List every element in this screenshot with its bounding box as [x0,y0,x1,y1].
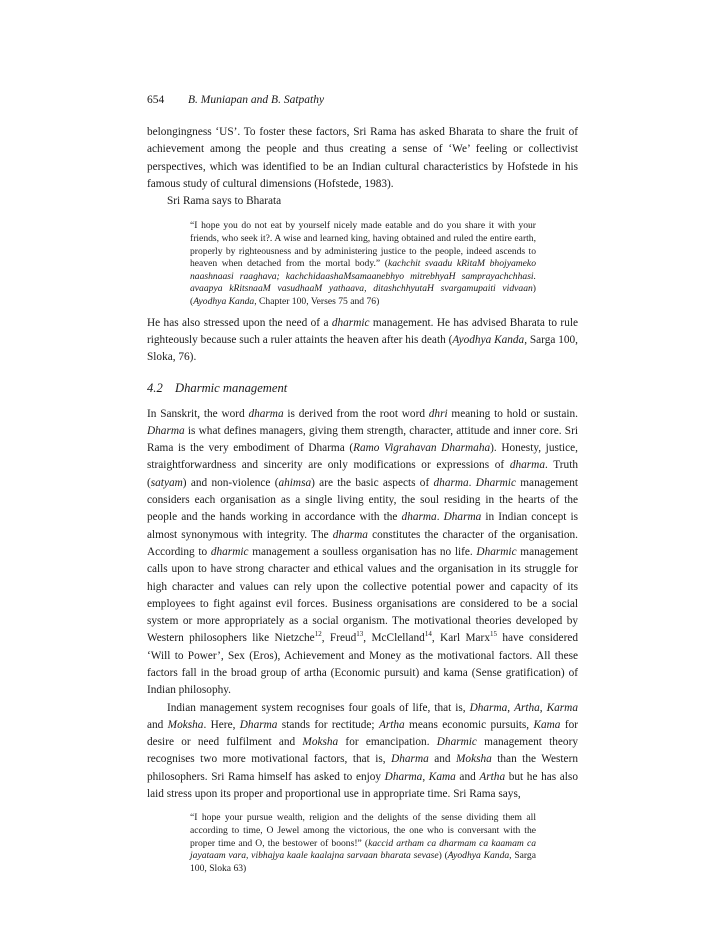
italic-term: Dharmic [476,545,517,558]
text: management considers each organisation as a single living entity, the soul residing in the hearts of the people and the hands working in accordance with the [147,476,578,524]
italic-term: dharma [509,459,545,472]
text: and [147,718,168,731]
text: ) and non-violence ( [182,476,279,489]
footnote-ref[interactable]: 13 [356,630,364,639]
section-title: Dharmic management [175,380,288,395]
italic-term: Dharma [239,718,278,731]
text: but he has also laid stress upon its proper and proportional use in appropriate time. Sri Rama says, [147,770,578,801]
italic-term: Dharma [391,753,429,766]
italic-term: Dharma [469,701,508,714]
text: In Sanskrit, the word [147,407,249,420]
italic-term: dhri [428,407,448,420]
text: management theory recognises two more motivational factors, that is, [147,736,578,766]
text: for emancipation. [338,736,437,749]
italic-term: Moksha [302,736,339,749]
italic-term: dharma [248,407,284,420]
quote2-source: Ayodhya Kanda [447,850,510,862]
paragraph-3 [147,315,578,367]
paragraph-1: belongingness ‘US’. To foster these factors, Sri Rama has asked Bharata to share the fruit of achievement among the people and thus creating a sense of ‘We’ feeling or collectivist perspectives, which was identified to be an Indian cultural characteristics by Hofstede in his famous study of cultural dimensions (Hofstede, 1983). [147,126,578,190]
text: meaning to hold or sustain. [447,407,578,420]
quote2-ref: , Sarga 100, Sloka 63) [190,850,536,874]
quote1-mid: ) ( [190,283,536,308]
italic-term: Ramo Vigrahavan Dharmaha [353,442,491,455]
text: and [428,753,457,766]
italic-term: Ayodhya Kanda [452,333,525,346]
text: and [455,770,480,783]
quote2-text: “I hope your pursue wealth, religion and the delights of the sense dividing them all according to time, O Jewel among the victorious, the one who is conversant with the proper time and O, the bestower of boons!” ( [190,812,536,849]
italic-term: Artha [479,770,506,783]
block-quote-2 [190,812,536,875]
italic-term: Karma [546,701,578,714]
paragraph-2: Sri Rama says to Bharata [167,195,282,208]
text: , Freud [321,632,357,645]
text: . Here, [203,718,240,731]
quote2-mid: ) ( [438,850,448,862]
running-header [147,94,578,110]
italic-term: Moksha [456,753,492,766]
text: . Truth ( [147,459,578,489]
quote2-sanskrit: kaccid artham ca dharmam ca kaamam ca jayataam vara, vibhajya kaale kaalajna sarvaan bharata sevase [190,837,536,862]
text: than the Western philosophers. Sri Rama himself has asked to enjoy [147,753,578,783]
italic-term: Artha [514,701,540,714]
quote1-text: “I hope you do not eat by yourself nicely made eatable and do you share it with your friends, who seek it?. A wise and learned king, having obtained and ruled the entire earth, properly by righteousness and by administering justice to the people, indeed ascends to heaven when detached from the mortal body.” ( [190,220,536,270]
text: He has also stressed upon the need of a [147,316,332,329]
italic-term: dharmic [210,545,249,558]
footnote-ref[interactable]: 14 [424,630,432,639]
text: stands for rectitude; [277,718,379,731]
footnote-ref[interactable]: 12 [314,630,322,639]
italic-term: Artha [378,718,405,731]
text: ) are the basic aspects of [311,476,434,489]
text: is derived from the root word [283,407,429,420]
block-quote-1 [190,220,536,308]
text: is what defines managers, giving them strength, character, attitude and inner core. Sri Rama is the very embodiment of Dharma ( [147,424,578,455]
paragraph-5 [147,700,578,804]
footnote-ref[interactable]: 15 [489,630,497,639]
text: , Karl Marx [431,632,490,645]
text: , Sarga 100, Sloka, 76). [147,333,579,364]
quote1-ref: , Chapter 100, Verses 75 and 76) [254,296,380,308]
italic-term: ahimsa [278,476,312,489]
text: management. He has advised Bharata to rule righteously because such a ruler attaints the heaven after his death ( [147,316,578,346]
text: , [422,770,429,783]
text: Indian management system recognises four goals of life, that is, [167,701,470,714]
italic-term: Dharmic [475,476,516,489]
italic-term: dharma [433,476,469,489]
italic-term: dharma [332,528,368,541]
text: in Indian concept is almost synonymous with integrity. The [147,511,578,541]
text: constitutes the character of the organisation. According to [147,528,578,558]
paragraph-4 [147,406,578,700]
italic-term: dharmic [331,316,370,329]
italic-term: Dharma [384,770,423,783]
section-number: 4.2 [147,380,163,395]
section-heading [147,381,578,396]
italic-term: Dharma [147,424,185,437]
text: for desire or need fulfilment and [147,718,578,749]
italic-term: Dharma [443,511,482,524]
text: ). Honesty, justice, straightforwardness and sincerity are only modifications or expressions of [147,442,578,472]
text: , McClelland [363,632,425,645]
text: , [507,701,515,714]
text: management calls upon to have strong character and ethical values and the organisation in its struggle for high character and values can rely upon the collective potential power and capacity of its employees to fight against evil forces. Business organisations are considered to be a social system or more appropriately as a social organism. The motivational theories developed by Western philosophers like Nietzche [147,545,578,645]
quote1-sanskrit: kachchit svaadu kRitaM bhojyameko naashnaasi raaghava; kachchidaashaMsamaanebhyo mitrebhyaH samprayachchhasi. avaapya kRitsnaaM vasudhaaM yathaava, ditashchhyutaH svargamupaiti vidvaan [190,258,536,295]
text: . [436,511,444,524]
text: means economic pursuits, [404,718,534,731]
italic-term: Kama [533,718,561,731]
page [147,94,578,875]
text: management a soulless organisation has no life. [248,545,477,558]
italic-term: satyam [150,476,183,489]
text: , [539,701,547,714]
italic-term: Moksha [167,718,204,731]
italic-term: Kama [428,770,456,783]
running-header-authors: B. Muniapan and B. Satpathy [188,94,325,106]
page-number: 654 [147,94,165,106]
text: . [468,476,476,489]
italic-term: Dharmic [436,736,477,749]
italic-term: dharma [401,511,437,524]
quote1-source: Ayodhya Kanda [193,296,255,308]
text: have considered ‘Will to Power’, Sex (Eros), Achievement and Money as the motivational factors. All these factors fall in the broad group of artha (Economic pursuit) and kama (Sense gratification) of Indian philosophy. [147,632,578,697]
